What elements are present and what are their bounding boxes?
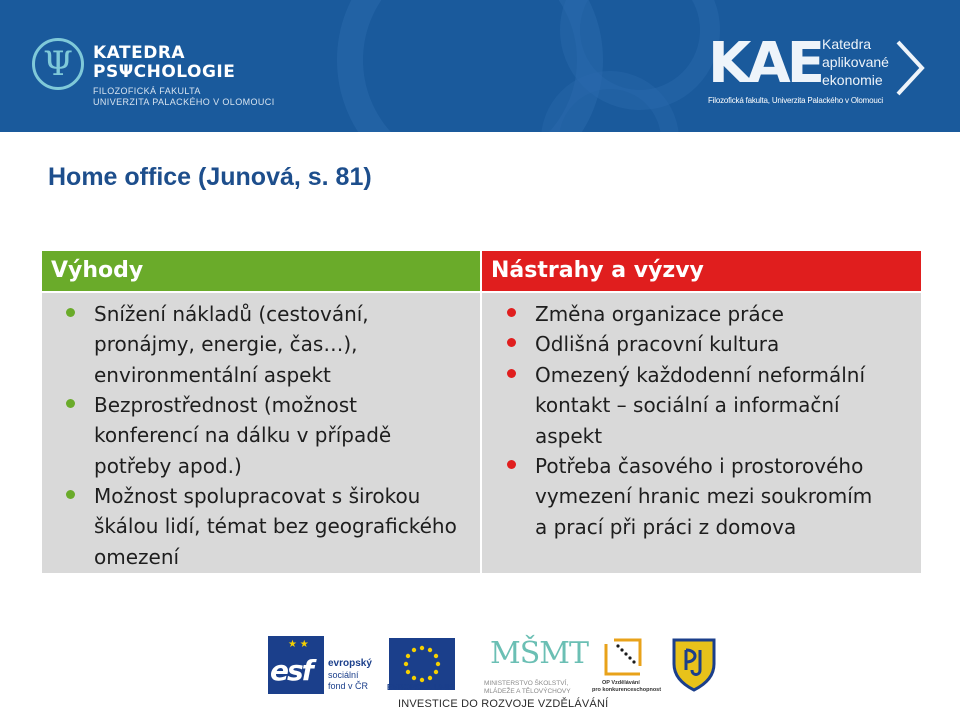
esf-text-line1: evropský [328, 658, 372, 669]
red-bullet-icon [507, 460, 516, 469]
katedra-psychologie-logo [32, 36, 332, 116]
challenges-column [482, 251, 921, 573]
kae-word-ekonomie: ekonomie [822, 72, 883, 88]
advantages-column [42, 251, 480, 573]
kae-logo [706, 30, 931, 115]
red-bullet-icon [507, 308, 516, 317]
msmt-text-line2: MLÁDEŽE A TĚLOVÝCHOVY [484, 688, 571, 695]
psi-icon: Ψ [32, 38, 84, 90]
list-item-text: Změna organizace práce [535, 302, 784, 326]
kae-caption: Filozofická fakulta, Univerzita Palackého v Olomouci [708, 96, 884, 105]
dept-name-line2: PSΨCHOLOGIE [93, 62, 236, 82]
op-logo-icon [592, 636, 656, 678]
slide-title: Home office (Junová, s. 81) [48, 163, 372, 191]
msmt-text-line1: MINISTERSTVO ŠKOLSTVÍ, [484, 680, 569, 687]
list-item-text: Možnost spolupracovat s širokou škálou lidí, témat bez geografického omezení [94, 484, 457, 569]
list-item-text: Snížení nákladů (cestování, pronájmy, energie, čas…), environmentální aspekt [94, 302, 369, 387]
challenges-header: Nástrahy a výzvy [482, 251, 921, 291]
comparison-table [42, 251, 921, 573]
faculty-line1: FILOZOFICKÁ FAKULTA [93, 86, 201, 96]
esf-text-line2: sociální [328, 670, 359, 680]
star-icon: ★ ★ [288, 639, 309, 650]
kae-word-aplikovane: aplikované [822, 54, 889, 70]
msmt-mark: MŠMT [490, 636, 588, 671]
advantages-header: Výhody [42, 251, 480, 291]
header-banner [0, 0, 960, 132]
op-text-line2: pro konkurenceschopnost [592, 687, 662, 693]
faculty-line2: UNIVERZITA PALACKÉHO V OLOMOUCI [93, 97, 275, 107]
footer-logos [266, 632, 726, 714]
esf-letters: esf [270, 654, 312, 687]
list-item-text: Potřeba časového i prostorového vymezení hranic mezi soukromím a prací při práci z domova [535, 454, 873, 539]
op-text-line1: OP Vzdělávání [602, 680, 640, 686]
advantages-list [42, 293, 480, 573]
kae-letters: KAE [708, 31, 821, 96]
red-bullet-icon [507, 369, 516, 378]
green-bullet-icon [66, 308, 75, 317]
green-bullet-icon [66, 399, 75, 408]
kae-word-katedra: Katedra [822, 36, 872, 52]
list-item-text: Odlišná pracovní kultura [535, 332, 780, 356]
green-bullet-icon [66, 490, 75, 499]
challenges-list [482, 293, 921, 573]
university-crest-icon [670, 636, 718, 692]
list-item-text: Bezprostřednost (možnost konferencí na dálku v případě potřeby apod.) [94, 393, 392, 478]
msmt-logo [484, 636, 588, 695]
eu-label: EVROPSKÁ UNIE [387, 683, 454, 692]
investice-tagline: INVESTICE DO ROZVOJE VZDĚLÁVÁNÍ [398, 698, 609, 710]
chevron-right-icon [892, 38, 928, 98]
dept-name-line1: KATEDRA [93, 43, 186, 63]
esf-text-line3: fond v ČR [328, 681, 369, 691]
list-item-text: Omezený každodenní neformální kontakt – sociální a informační aspekt [535, 363, 866, 448]
esf-logo [268, 636, 386, 696]
op-vzdelavani-logo [592, 636, 662, 694]
red-bullet-icon [507, 338, 516, 347]
